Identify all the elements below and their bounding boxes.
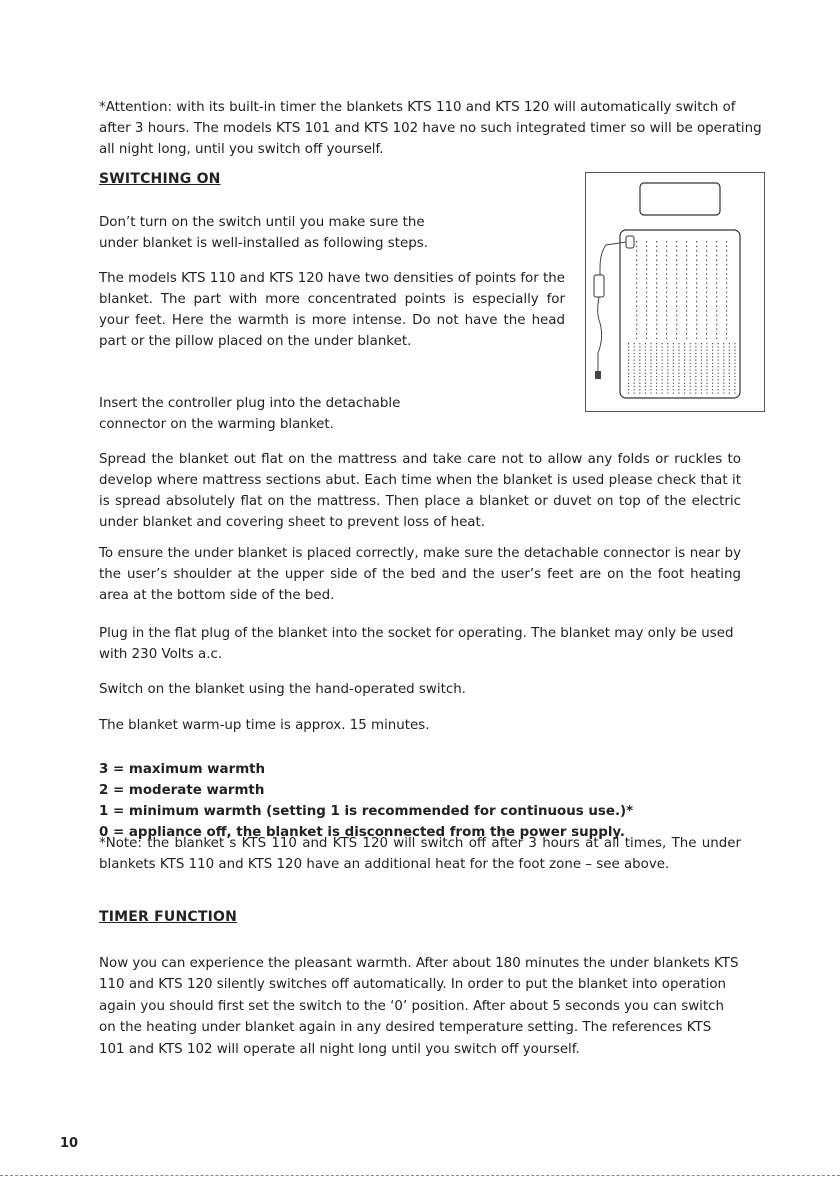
footer-divider bbox=[0, 1175, 840, 1176]
page-number: 10 bbox=[60, 1136, 79, 1151]
attention-paragraph: *Attention: with its built-in timer the blankets KTS 110 and KTS 120 will automatically switch of after 3 hours. The models KTS 101 and KTS 102 have no such integrated timer so will be operating all night long, until you switch off yourself. bbox=[99, 100, 762, 157]
warmth-level-1: 1 = minimum warmth (setting 1 is recommended for continuous use.)* bbox=[99, 804, 634, 819]
warmth-level-0: 0 = appliance off, the blanket is disconnected from the power supply. bbox=[99, 825, 625, 840]
blanket-connector bbox=[626, 236, 634, 248]
plug-in-paragraph: Plug in the flat plug of the blanket into the socket for operating. The blanket may only be used with 230 Volts a.c. bbox=[99, 626, 734, 662]
controller-plug-paragraph: Insert the controller plug into the detachable connector on the warming blanket. bbox=[99, 396, 401, 432]
note-paragraph: *Note: the blanket s KTS 110 and KTS 120 will switch off after 3 hours at all times, The under blankets KTS 110 and KTS 120 have an additional heat for the foot zone – see above. bbox=[99, 836, 741, 872]
spread-blanket-paragraph: Spread the blanket out flat on the mattress and take care not to allow any folds or ruckles to develop where mattress sections abut. Each time when the blanket is used please check that it is spread absolutely flat on the mattress. Then place a blanket or duvet on top of the electric under blanket and covering sheet to prevent loss of heat. bbox=[99, 452, 741, 530]
switch-warning-paragraph: Don’t turn on the switch until you make sure the under blanket is well-installed as following steps. bbox=[99, 215, 428, 251]
timer-paragraph: Now you can experience the pleasant warmth. After about 180 minutes the under blankets KTS 110 and KTS 120 silently switches off automatically. In order to put the blanket into operation again you should first set the switch to the ‘0’ position. After about 5 seconds you can switch on the heating under blanket again in any desired temperature setting. The references KTS 101 and KTS 102 will operate all night long until you switch off yourself. bbox=[99, 956, 739, 1057]
power-plug bbox=[595, 371, 601, 379]
hand-switch bbox=[594, 275, 604, 297]
blanket-illustration bbox=[585, 172, 765, 412]
heating-points bbox=[628, 241, 736, 394]
power-cable bbox=[598, 297, 602, 373]
blanket-outline bbox=[620, 230, 740, 398]
blanket-diagram-icon bbox=[586, 173, 764, 411]
warmth-level-2: 2 = moderate warmth bbox=[99, 783, 265, 798]
timer-function-heading: TIMER FUNCTION bbox=[99, 909, 238, 925]
warmth-level-3: 3 = maximum warmth bbox=[99, 762, 266, 777]
warm-up-paragraph: The blanket warm-up time is approx. 15 minutes. bbox=[99, 718, 430, 733]
switching-on-heading: SWITCHING ON bbox=[99, 171, 221, 187]
controller-display bbox=[640, 183, 720, 215]
warmth-levels-list bbox=[99, 759, 741, 843]
switch-on-paragraph: Switch on the blanket using the hand-operated switch. bbox=[99, 682, 466, 697]
controller-cable bbox=[600, 242, 626, 275]
densities-paragraph: The models KTS 110 and KTS 120 have two densities of points for the blanket. The part with more concentrated points is especially for your feet. Here the warmth is more intense. Do not have the head part or the pillow placed on the under blanket. bbox=[99, 271, 565, 349]
placement-paragraph: To ensure the under blanket is placed correctly, make sure the detachable connector is near by the user’s shoulder at the upper side of the bed and the user’s feet are on the foot heating area at the bottom side of the bed. bbox=[99, 546, 741, 603]
